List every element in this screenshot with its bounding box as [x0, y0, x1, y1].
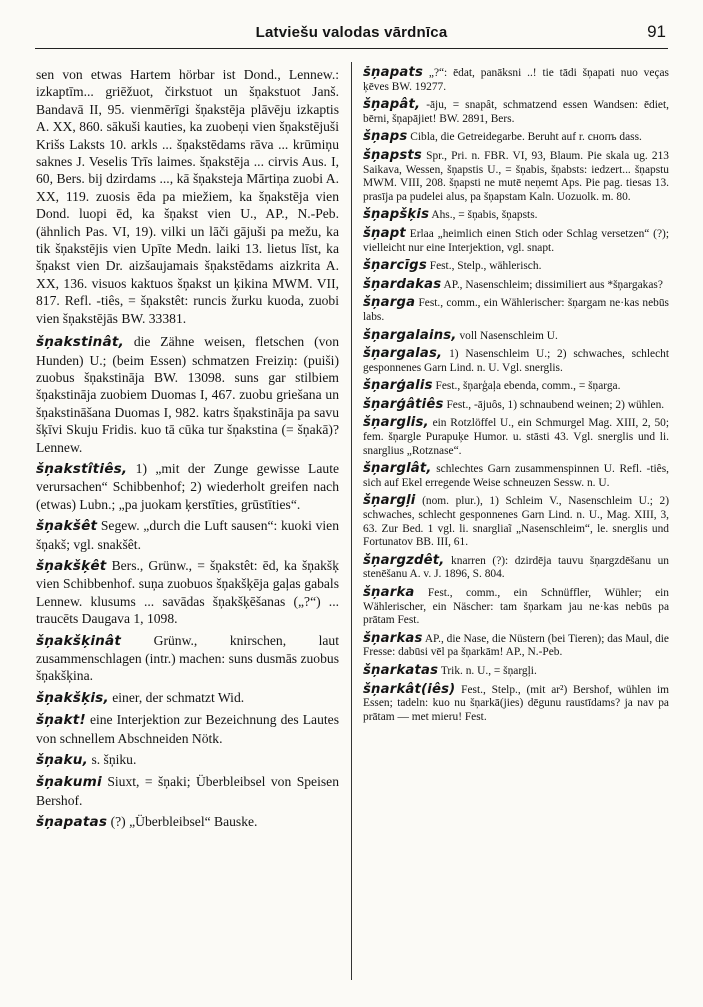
entry-text: 1) Nasenschleim U.; 2) schwaches, schlecht gesponnenes Garn Lind. n. U. Vgl. snerglis. — [363, 348, 669, 374]
dictionary-entry — [36, 711, 339, 747]
entry-headword: šņarkatas — [363, 662, 439, 678]
entry-text: Fest., Stelp., (mit ar²) Bershof, wühlen im Essen; tadeln: kuo nu šņarkā(jies) dēgunu raustīdams? ja nav pa prātam — met mieru! Fest. — [363, 683, 669, 723]
entry-text: einer, der schmatzt Wid. — [112, 689, 245, 705]
entry-text: Segew. „durch die Luft sausen“: kuoki vien šņakš; vgl. snakšêt. — [36, 518, 339, 552]
right-column — [363, 66, 669, 983]
page-header — [35, 22, 668, 49]
entry-headword: šņargzdêt, — [363, 552, 445, 568]
dictionary-entry — [363, 296, 669, 324]
dictionary-entry — [36, 557, 339, 628]
dictionary-entry — [36, 66, 339, 327]
dictionary-entry — [36, 813, 339, 831]
entry-headword: šņapšķis — [363, 207, 430, 223]
dictionary-entry — [36, 751, 339, 769]
entry-headword: šņargalains, — [363, 327, 457, 343]
dictionary-entry — [36, 517, 339, 553]
entry-text: AP., Nasenschleim; dissimiliert aus *šņargakas? — [443, 278, 663, 291]
page-number: 91 — [647, 22, 666, 41]
entry-text: Erlaa „heimlich einen Stich oder Schlag versetzen“ (?); vielleicht nur eine Interjektion, vgl. snapt. — [363, 227, 669, 254]
entry-headword: šņakšķis, — [36, 689, 109, 706]
entry-text: schlechtes Garn zusammenspinnen U. Refl. -tiês, sich auf Ekel erregende Weise schneuzen Sessw. n. U. — [363, 463, 669, 489]
entry-text: Siuxt, = šņaki; Überbleibsel von Speisen Bershof. — [36, 774, 339, 808]
entry-text: Bers., Grünw., = šņakstêt: ēd, ka šņakšķ vien Schibbenhof. suņa zuobuos šņakšķēja gaļas gabals Lennew. klusums ... savādas šņakšķēšanas („?“) ... traucēts Daugava 1, 1098. — [36, 557, 339, 627]
entry-text: sen von etwas Hartem hörbar ist Dond., Lennew.: izkaptīm... griēžuot, čirkstuot un šņakstuot Janš. Bandavā II, 95. vienmērīgi šņakstēja plāvēju izkaptis A. XX, 860. sākuši kauties, ka zuobeņi vien šņakstējuši Krišs Laksts 10. arkls ... šņakstēdams rāva ... krūmiņu saknes J. Veselis Trīs laimes. šņakstēja ... cirvis Aus. I, 60, Bers. bij dzirdams ..., kā šņaksteja Mārtiņa zuobi A. XX, 119. zuosis ēda pa miežiem, ka šņakstēja vien Dond. luopi ēd, ka šņakst vien U., AP., N.-Peb. (ähnlich Pas. VI, 19). vilki un lāči gājuši pa mežu, ka tik šņakstējis vien Upīte Medn. laiki 13. lietus līst, ka šņakst vien Dr. aizšaujamais šņakstēdams aizkrita A. XX, 136. visuos kaktuos šņakst un ķikina MWM. VII, 817. Refl. -tiês, = šņakstêt: runcis žurku kuoda, zuobi vien šņakstējās BW. 33381. — [36, 67, 339, 326]
dictionary-entry — [36, 632, 339, 685]
entry-headword: šņarga — [363, 295, 416, 311]
entry-headword: šņaps — [363, 129, 408, 145]
entry-text: „?“: ēdat, panāksni ..! tie tādi šņapati nuo veças ķēves BW. 19277. — [363, 67, 669, 93]
entry-headword: šņapt — [363, 225, 406, 241]
entry-headword: šņarģâtiês — [363, 396, 444, 412]
entry-text: (?) „Überbleibsel“ Bauske. — [110, 814, 258, 830]
left-column — [36, 66, 339, 983]
dictionary-entry — [36, 460, 339, 513]
dictionary-entry — [363, 398, 669, 413]
entry-text: AP., die Nase, die Nüstern (bei Tieren); das Maul, die Fresse: dabūsi vēl pa šņarkām! AP., N.-Peb. — [363, 632, 669, 659]
entry-text: die Zähne weisen, fletschen (von Hunden) U.; (beim Essen) schmatzen Freiziņ: (puiši) zuobus šņakstināja BW. 13098. suns gar stilbiem šņakstināja zuobiem Duomas I, 467. zuobu griešana un šņakstināšana Duomas I, 982. katrs šņakstināja pa savu šķīvi Skuju Fridis. kuo tā cūka tur šņakstina (= šņakā)? Lennew. — [36, 334, 339, 455]
entry-headword: šņapatas — [36, 814, 108, 831]
entry-headword: šņakšķinât — [36, 632, 122, 649]
dictionary-entry — [363, 347, 669, 375]
entry-text: Cibla, die Getreidegarbe. Beruht auf r. снопъ dass. — [410, 131, 642, 144]
entry-text: Fest., šņarģaļa ebenda, comm., = šņarga. — [435, 380, 621, 393]
entry-headword: šņakšķêt — [36, 557, 107, 574]
dictionary-entry — [363, 554, 669, 582]
entry-headword: šņarkas — [363, 630, 423, 646]
entry-text: Fest., comm., ein Wählerischer: šņargam ne·kas nebūs labs. — [363, 297, 669, 323]
dictionary-entry — [363, 462, 669, 490]
dictionary-entry — [363, 664, 669, 679]
dictionary-entry — [363, 379, 669, 394]
entry-headword: šņakt! — [36, 712, 86, 729]
entry-headword: šņapsts — [363, 147, 422, 163]
entry-text: eine Interjektion zur Bezeichnung des Lautes von schnellem Abschneiden Nötk. — [36, 712, 339, 746]
entry-text: s. šņiku. — [91, 752, 137, 768]
entry-text: ein Rotzlöffel U., ein Schmurgel Mag. XIII, 2, 50; fem. šņargle Purapuķe Humor. u. stāsti 43. Vgl. snerglis und li. snarglius „Rotznase“. — [363, 417, 669, 457]
entry-text: Spr., Pri. n. FBR. VI, 93, Blaum. Pie skala ug. 213 Saikava, Wessen, šņapstis U., = šņabis, šņabsts: iedzert... šņapstu MWM. VIII, 208. šņapsti ne mutē neņemt Aps. Pie pag. tiesas 13. prasīja pa pudelei alus, pa šņapstam Kaln. Uozuolk. m. 80. — [363, 149, 669, 203]
dictionary-entry — [363, 130, 669, 145]
entry-text: Fest., Stelp., wählerisch. — [429, 260, 542, 273]
entry-headword: šņarka — [363, 585, 415, 600]
entry-headword: šņarglis, — [363, 415, 429, 431]
entry-headword: šņargalas, — [363, 346, 443, 362]
dictionary-entry — [36, 773, 339, 809]
dictionary-entry — [363, 278, 669, 293]
entry-text: Grünw., knirschen, laut zusammenschlagen (intr.) machen: suns dusmās zuobus šņakšķina. — [36, 632, 339, 684]
dictionary-entry — [363, 494, 669, 549]
running-title: Latviešu valodas vārdnīca — [255, 24, 448, 41]
dictionary-entry — [363, 208, 669, 223]
entry-headword: šņaku, — [36, 752, 89, 769]
entry-text: knarren (?): dzirdēja tauvu šņargzdēšanu un stenēšanu A. v. J. 1896, S. 804. — [363, 554, 669, 581]
entry-text: (nom. plur.), 1) Schleim V., Nasenschleim U.; 2) schwaches, schlecht gesponnenes Garn Lind. n. U., Mag. XIII, 3, 63. Zur Bed. 1 vgl. li. snargliaĩ „Nasenschleim“, le. snerglis und Fortunatov BB. III, 61. — [363, 495, 669, 549]
entry-text: voll Nasenschleim U. — [459, 329, 558, 342]
dictionary-entry — [363, 98, 669, 126]
entry-headword: šņakšêt — [36, 518, 98, 535]
dictionary-entry — [363, 227, 669, 255]
entry-headword: šņarkât(iês) — [363, 681, 456, 697]
dictionary-entry — [363, 416, 669, 458]
entry-text: -āju, = snapât, schmatzend essen Wandsen: ēdiet, bērni, šņapājiet! BW. 2891, Bers. — [363, 99, 669, 125]
entry-headword: šņarglât, — [363, 461, 432, 477]
dictionary-entry — [363, 632, 669, 660]
entry-text: Ahs., = šņabis, šņapsts. — [431, 209, 538, 222]
entry-headword: šņardakas — [363, 276, 442, 292]
dictionary-entry — [363, 259, 669, 274]
entry-text: Fest., -ājuôs, 1) schnaubend weinen; 2) wühlen. — [446, 398, 665, 411]
dictionary-entry — [36, 333, 339, 456]
entry-headword: šņakstinât, — [36, 334, 124, 351]
dictionary-entry — [363, 329, 669, 344]
dictionary-entry — [363, 586, 669, 628]
entry-headword: šņargļi — [363, 493, 416, 509]
entry-headword: šņarģalis — [363, 378, 433, 394]
entry-headword: šņakumi — [36, 774, 102, 791]
dictionary-entry — [363, 149, 669, 204]
dictionary-entry — [363, 66, 669, 94]
entry-headword: šņapât, — [363, 97, 421, 113]
entry-text: Fest., comm., ein Schnüffler, Wühler; ein Wählerischer, ein Näscher: tam šņarkam jau ne·kas nebūs pa prātam Fest. — [363, 587, 669, 627]
column-divider — [351, 62, 352, 980]
entry-text: 1) „mit der Zunge gewisse Laute verursachen“ Schibbenhof; 2) wiederholt greifen nach (etwas) Lubn.; „pa juokam ķerstīties, grūstīties“. — [36, 460, 339, 512]
entry-headword: šņakstîtiês, — [36, 460, 128, 477]
entry-headword: šņapats — [363, 66, 424, 80]
entry-text: Trik. n. U., = šņargļi. — [440, 664, 537, 677]
entry-headword: šņarcīgs — [363, 258, 427, 274]
dictionary-entry — [36, 689, 339, 707]
dictionary-entry — [363, 683, 669, 725]
